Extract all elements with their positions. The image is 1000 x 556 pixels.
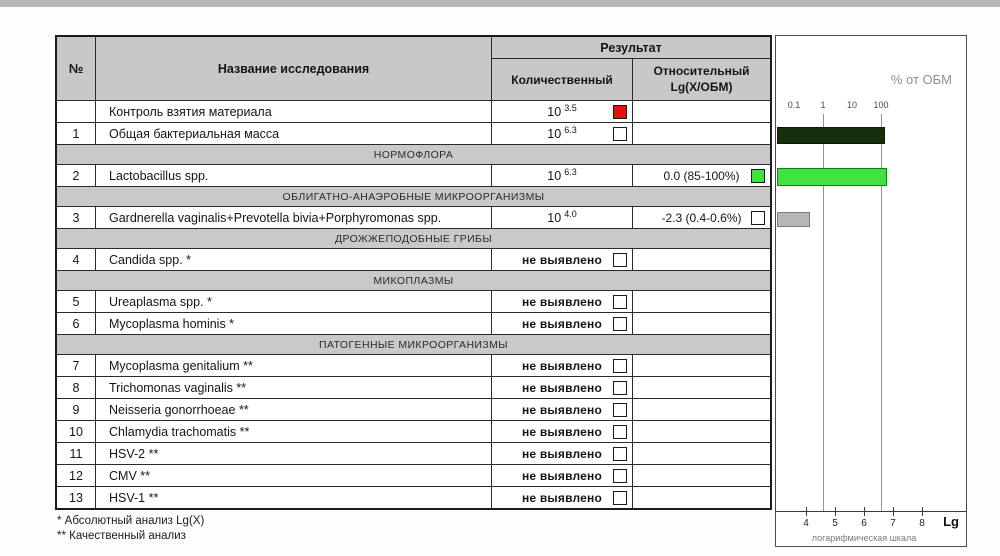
- relative-cell: [633, 207, 770, 228]
- result-indicator: [613, 295, 627, 309]
- quantitative-value: не выявлено: [521, 294, 603, 309]
- result-indicator: [751, 211, 765, 225]
- col-header-number: №: [57, 37, 95, 100]
- quantitative-value: не выявлено: [521, 490, 603, 505]
- quantitative-cell: [492, 421, 632, 442]
- relative-cell: [633, 165, 770, 186]
- chart-percent-label: % от ОБМ: [890, 72, 952, 87]
- quantitative-cell: [492, 165, 632, 186]
- study-name: Chlamydia trachomatis **: [96, 421, 491, 442]
- quantitative-cell: [492, 377, 632, 398]
- quantitative-value: не выявлено: [521, 252, 603, 267]
- x-axis-line: [776, 511, 966, 512]
- study-name: Candida spp. *: [96, 249, 491, 270]
- section-header: ПАТОГЕННЫЕ МИКРООРГАНИЗМЫ: [57, 335, 770, 354]
- relative-cell: [633, 443, 770, 464]
- bar-lactobacillus: [777, 168, 887, 186]
- quantitative-value: не выявлено: [521, 424, 603, 439]
- quantitative-value: 10 $^{3.5}$: [547, 103, 577, 120]
- row-number: 5: [57, 291, 95, 312]
- bar-total-bacterial-mass: [777, 127, 885, 144]
- study-name: Trichomonas vaginalis **: [96, 377, 491, 398]
- quantitative-value: не выявлено: [521, 468, 603, 483]
- study-name: Контроль взятия материала: [96, 101, 491, 122]
- quantitative-cell: [492, 465, 632, 486]
- study-name: Lactobacillus spp.: [96, 165, 491, 186]
- relative-cell: [633, 291, 770, 312]
- relative-cell: [633, 123, 770, 144]
- results-table: [55, 35, 772, 510]
- result-indicator: [613, 447, 627, 461]
- result-indicator: [613, 253, 627, 267]
- x-axis-tick: 7: [890, 518, 896, 529]
- scan-edge-strip: [0, 0, 1000, 7]
- footnotes: [57, 515, 204, 545]
- top-axis-tick: 100: [873, 100, 889, 110]
- row-number: 4: [57, 249, 95, 270]
- x-axis-tick: 8: [919, 518, 925, 529]
- row-number: 13: [57, 487, 95, 508]
- study-name: Gardnerella vaginalis+Prevotella bivia+Porphyromonas spp.: [96, 207, 491, 228]
- row-number: [57, 101, 95, 122]
- result-indicator: [613, 469, 627, 483]
- quantitative-value: не выявлено: [521, 358, 603, 373]
- relative-value: 0.0 (85-100%): [663, 168, 740, 183]
- quantitative-cell: [492, 399, 632, 420]
- result-indicator: [613, 491, 627, 505]
- row-number: 10: [57, 421, 95, 442]
- relative-cell: [633, 101, 770, 122]
- relative-cell: [633, 421, 770, 442]
- relative-cell: [633, 313, 770, 334]
- bar-gardnerella: [777, 212, 810, 227]
- study-name: Ureaplasma spp. *: [96, 291, 491, 312]
- x-axis-tick-mark: [864, 507, 865, 516]
- col-header-quantitative: Количественный: [492, 59, 632, 100]
- quantitative-cell: [492, 355, 632, 376]
- study-name: Neisseria gonorrhoeae **: [96, 399, 491, 420]
- col-header-result: Результат: [492, 37, 770, 58]
- relative-cell: [633, 465, 770, 486]
- study-name: Общая бактериальная масса: [96, 123, 491, 144]
- x-axis-tick-mark: [893, 507, 894, 516]
- study-name: HSV-2 **: [96, 443, 491, 464]
- relative-cell: [633, 249, 770, 270]
- quantitative-cell: [492, 249, 632, 270]
- section-header: МИКОПЛАЗМЫ: [57, 271, 770, 290]
- relative-cell: [633, 355, 770, 376]
- footnote-absolute-analysis: * Абсолютный анализ Lg(X): [57, 515, 205, 527]
- quantitative-cell: [492, 443, 632, 464]
- x-axis-tick-mark: [835, 507, 836, 516]
- quantitative-value: 10 $^{4.0}$: [547, 209, 577, 226]
- col-header-relative: [633, 59, 770, 100]
- result-indicator: [613, 425, 627, 439]
- col-header-study-name: Название исследования: [96, 37, 491, 100]
- quantitative-value: 10 $^{6.3}$: [547, 167, 577, 184]
- study-name: Mycoplasma genitalium **: [96, 355, 491, 376]
- row-number: 12: [57, 465, 95, 486]
- row-number: 3: [57, 207, 95, 228]
- quantitative-cell: [492, 207, 632, 228]
- relative-cell: [633, 399, 770, 420]
- result-indicator: [613, 403, 627, 417]
- row-number: 2: [57, 165, 95, 186]
- x-axis-tick-mark: [806, 507, 807, 516]
- quantitative-value: не выявлено: [521, 446, 603, 461]
- quantitative-value: не выявлено: [521, 402, 603, 417]
- result-indicator: [613, 381, 627, 395]
- x-axis-tick: 6: [861, 518, 867, 529]
- section-header: ДРОЖЖЕПОДОБНЫЕ ГРИБЫ: [57, 229, 770, 248]
- x-axis-tick: 4: [803, 518, 809, 529]
- log-scale-caption: логарифмическая шкала: [811, 533, 917, 543]
- study-name: CMV **: [96, 465, 491, 486]
- row-number: 1: [57, 123, 95, 144]
- row-number: 11: [57, 443, 95, 464]
- quantitative-cell: [492, 487, 632, 508]
- col-header-relative-line2: Lg(Х/ОБМ): [670, 79, 733, 94]
- study-name: Mycoplasma hominis *: [96, 313, 491, 334]
- quantitative-cell: [492, 313, 632, 334]
- relative-cell: [633, 377, 770, 398]
- result-indicator: [751, 169, 765, 183]
- quantitative-value: не выявлено: [521, 316, 603, 331]
- footnote-qualitative-analysis: ** Качественный анализ: [57, 530, 186, 542]
- section-header: НОРМОФЛОРА: [57, 145, 770, 164]
- x-axis-tick: 5: [832, 518, 838, 529]
- quantitative-value: 10 $^{6.3}$: [547, 125, 577, 142]
- chart-panel: [775, 35, 967, 547]
- col-header-relative-line1: Относительный: [653, 63, 750, 78]
- result-indicator: [613, 317, 627, 331]
- top-axis-tick: 0.1: [787, 100, 801, 110]
- quantitative-cell: [492, 123, 632, 144]
- quantitative-value: не выявлено: [521, 380, 603, 395]
- study-name: HSV-1 **: [96, 487, 491, 508]
- top-axis-tick: 1: [820, 100, 826, 110]
- result-indicator: [613, 105, 627, 119]
- result-indicator: [613, 127, 627, 141]
- result-indicator: [613, 359, 627, 373]
- quantitative-cell: [492, 101, 632, 122]
- quantitative-cell: [492, 291, 632, 312]
- relative-value: -2.3 (0.4-0.6%): [661, 210, 742, 225]
- section-header: ОБЛИГАТНО-АНАЭРОБНЫЕ МИКРООРГАНИЗМЫ: [57, 187, 770, 206]
- x-axis-tick-mark: [922, 507, 923, 516]
- row-number: 8: [57, 377, 95, 398]
- top-axis-tick: 10: [846, 100, 858, 110]
- row-number: 6: [57, 313, 95, 334]
- lg-axis-label: Lg: [943, 514, 959, 529]
- relative-cell: [633, 487, 770, 508]
- row-number: 7: [57, 355, 95, 376]
- row-number: 9: [57, 399, 95, 420]
